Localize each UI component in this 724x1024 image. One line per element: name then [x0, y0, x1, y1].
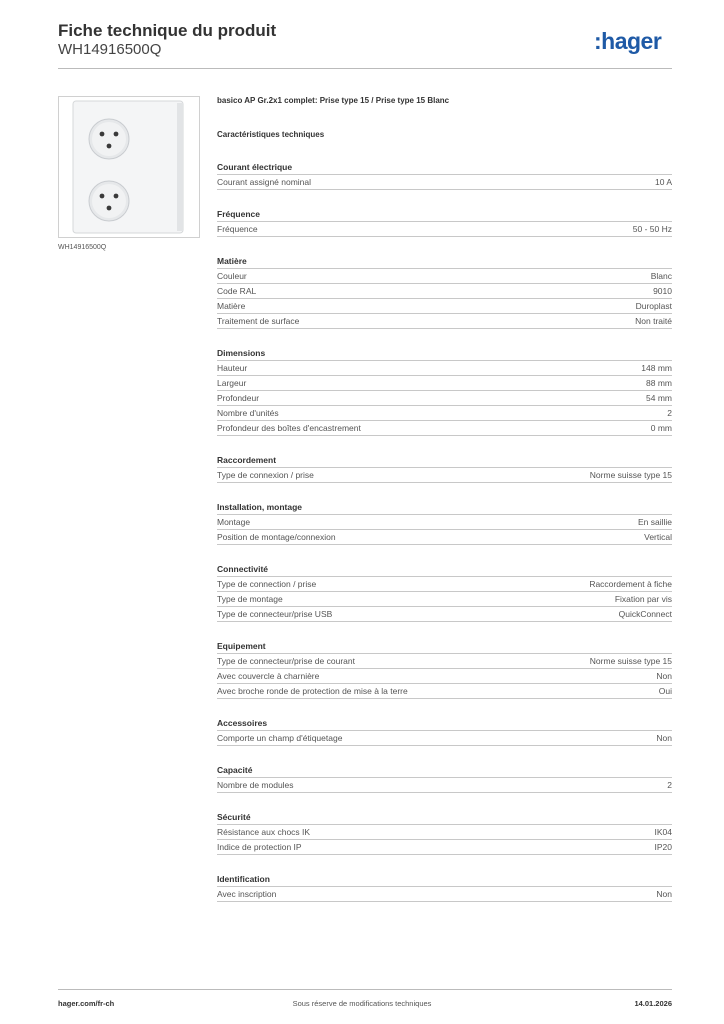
- spec-label: Avec couvercle à charnière: [217, 671, 320, 681]
- spec-label: Matière: [217, 301, 246, 311]
- spec-row: [217, 406, 672, 421]
- spec-value: 88 mm: [646, 378, 672, 388]
- spec-value: 0 mm: [650, 423, 672, 433]
- spec-label: Type de connecteur/prise de courant: [217, 656, 355, 666]
- spec-row: [217, 654, 672, 669]
- spec-label: Couleur: [217, 271, 247, 281]
- spec-row: [217, 314, 672, 329]
- spec-section: [217, 633, 672, 699]
- spec-value: Duroplast: [635, 301, 672, 311]
- spec-content: [217, 96, 672, 902]
- footer-date: 14.01.2026: [634, 999, 672, 1008]
- spec-section: [217, 804, 672, 855]
- socket-illustration: [59, 97, 199, 237]
- spec-label: Courant assigné nominal: [217, 177, 312, 187]
- footer-divider: [58, 989, 672, 990]
- spec-row: [217, 684, 672, 699]
- spec-value: 9010: [653, 286, 672, 296]
- image-caption: WH14916500Q: [58, 244, 107, 251]
- spec-label: Largeur: [217, 378, 247, 388]
- spec-label: Avec broche ronde de protection de mise à la terre: [217, 686, 408, 696]
- spec-row: [217, 669, 672, 684]
- section-title: Courant électrique: [217, 154, 672, 175]
- spec-row: [217, 269, 672, 284]
- spec-row: [217, 175, 672, 190]
- spec-value: Non: [656, 671, 672, 681]
- spec-row: [217, 222, 672, 237]
- spec-label: Profondeur: [217, 393, 260, 403]
- spec-value: Non: [656, 889, 672, 899]
- spec-row: [217, 840, 672, 855]
- spec-section: [217, 710, 672, 746]
- spec-row: [217, 731, 672, 746]
- spec-row: [217, 284, 672, 299]
- section-title: Capacité: [217, 757, 672, 778]
- socket-outlet-bottom: [89, 181, 129, 221]
- spec-row: [217, 391, 672, 406]
- section-title: Fréquence: [217, 201, 672, 222]
- spec-section: [217, 556, 672, 622]
- section-title: Installation, montage: [217, 494, 672, 515]
- section-title: Raccordement: [217, 447, 672, 468]
- spec-label: Position de montage/connexion: [217, 532, 336, 542]
- spec-value: Non traité: [635, 316, 672, 326]
- spec-row: [217, 778, 672, 793]
- spec-value: Blanc: [650, 271, 672, 281]
- spec-row: [217, 607, 672, 622]
- spec-label: Type de connecteur/prise USB: [217, 609, 333, 619]
- spec-label: Résistance aux chocs IK: [217, 827, 311, 837]
- spec-label: Profondeur des boîtes d'encastrement: [217, 423, 361, 433]
- spec-row: [217, 515, 672, 530]
- section-title: Equipement: [217, 633, 672, 654]
- spec-section: [217, 154, 672, 190]
- header-divider: [58, 68, 672, 69]
- spec-value: Vertical: [644, 532, 672, 542]
- technical-characteristics-heading: Caractéristiques techniques: [217, 130, 325, 139]
- spec-row: [217, 299, 672, 314]
- spec-value: IP20: [654, 842, 672, 852]
- spec-value: 50 - 50 Hz: [632, 224, 672, 234]
- spec-value: Fixation par vis: [614, 594, 672, 604]
- spec-row: [217, 887, 672, 902]
- page-title: Fiche technique du produit: [58, 21, 277, 40]
- spec-label: Nombre d'unités: [217, 408, 279, 418]
- spec-section: [217, 447, 672, 483]
- spec-label: Hauteur: [217, 363, 248, 373]
- page-header: [58, 21, 276, 59]
- spec-value: 10 A: [654, 177, 672, 187]
- spec-label: Nombre de modules: [217, 780, 294, 790]
- spec-value: 2: [667, 780, 672, 790]
- spec-value: Non: [656, 733, 672, 743]
- product-description: basico AP Gr.2x1 complet: Prise type 15 / Prise type 15 Blanc: [217, 96, 450, 105]
- spec-row: [217, 577, 672, 592]
- spec-label: Indice de protection IP: [217, 842, 302, 852]
- spec-row: [217, 530, 672, 545]
- section-title: Accessoires: [217, 710, 672, 731]
- spec-value: Raccordement à fiche: [589, 579, 672, 589]
- spec-section: [217, 340, 672, 436]
- hager-logo: :hager: [594, 28, 662, 54]
- spec-label: Code RAL: [217, 286, 257, 296]
- spec-row: [217, 361, 672, 376]
- spec-section: [217, 494, 672, 545]
- spec-label: Traitement de surface: [217, 316, 300, 326]
- section-title: Matière: [217, 248, 672, 269]
- spec-section: [217, 248, 672, 329]
- spec-value: 54 mm: [646, 393, 672, 403]
- spec-value: Oui: [658, 686, 672, 696]
- footer-website[interactable]: hager.com/fr-ch: [58, 999, 115, 1008]
- spec-row: [217, 421, 672, 436]
- spec-label: Comporte un champ d'étiquetage: [217, 733, 343, 743]
- spec-row: [217, 376, 672, 391]
- spec-value: Norme suisse type 15: [589, 656, 672, 666]
- spec-row: [217, 825, 672, 840]
- product-image: [58, 96, 200, 238]
- spec-section: [217, 866, 672, 902]
- spec-value: IK04: [654, 827, 672, 837]
- spec-row: [217, 468, 672, 483]
- footer-notice: Sous réserve de modifications techniques: [292, 999, 432, 1008]
- spec-value: QuickConnect: [618, 609, 672, 619]
- socket-outlet-top: [89, 119, 129, 159]
- spec-row: [217, 592, 672, 607]
- section-title: Sécurité: [217, 804, 672, 825]
- spec-label: Avec inscription: [217, 889, 277, 899]
- spec-label: Type de montage: [217, 594, 283, 604]
- section-title: Dimensions: [217, 340, 672, 361]
- spec-value: En saillie: [637, 517, 672, 527]
- spec-value: Norme suisse type 15: [589, 470, 672, 480]
- spec-label: Type de connexion / prise: [217, 470, 314, 480]
- spec-value: 2: [667, 408, 672, 418]
- spec-section: [217, 757, 672, 793]
- spec-sections: [217, 154, 672, 902]
- spec-value: 148 mm: [641, 363, 672, 373]
- section-title: Connectivité: [217, 556, 672, 577]
- section-title: Identification: [217, 866, 672, 887]
- spec-label: Type de connection / prise: [217, 579, 317, 589]
- spec-label: Montage: [217, 517, 251, 527]
- spec-section: [217, 201, 672, 237]
- product-code: WH14916500Q: [58, 41, 162, 58]
- spec-label: Fréquence: [217, 224, 258, 234]
